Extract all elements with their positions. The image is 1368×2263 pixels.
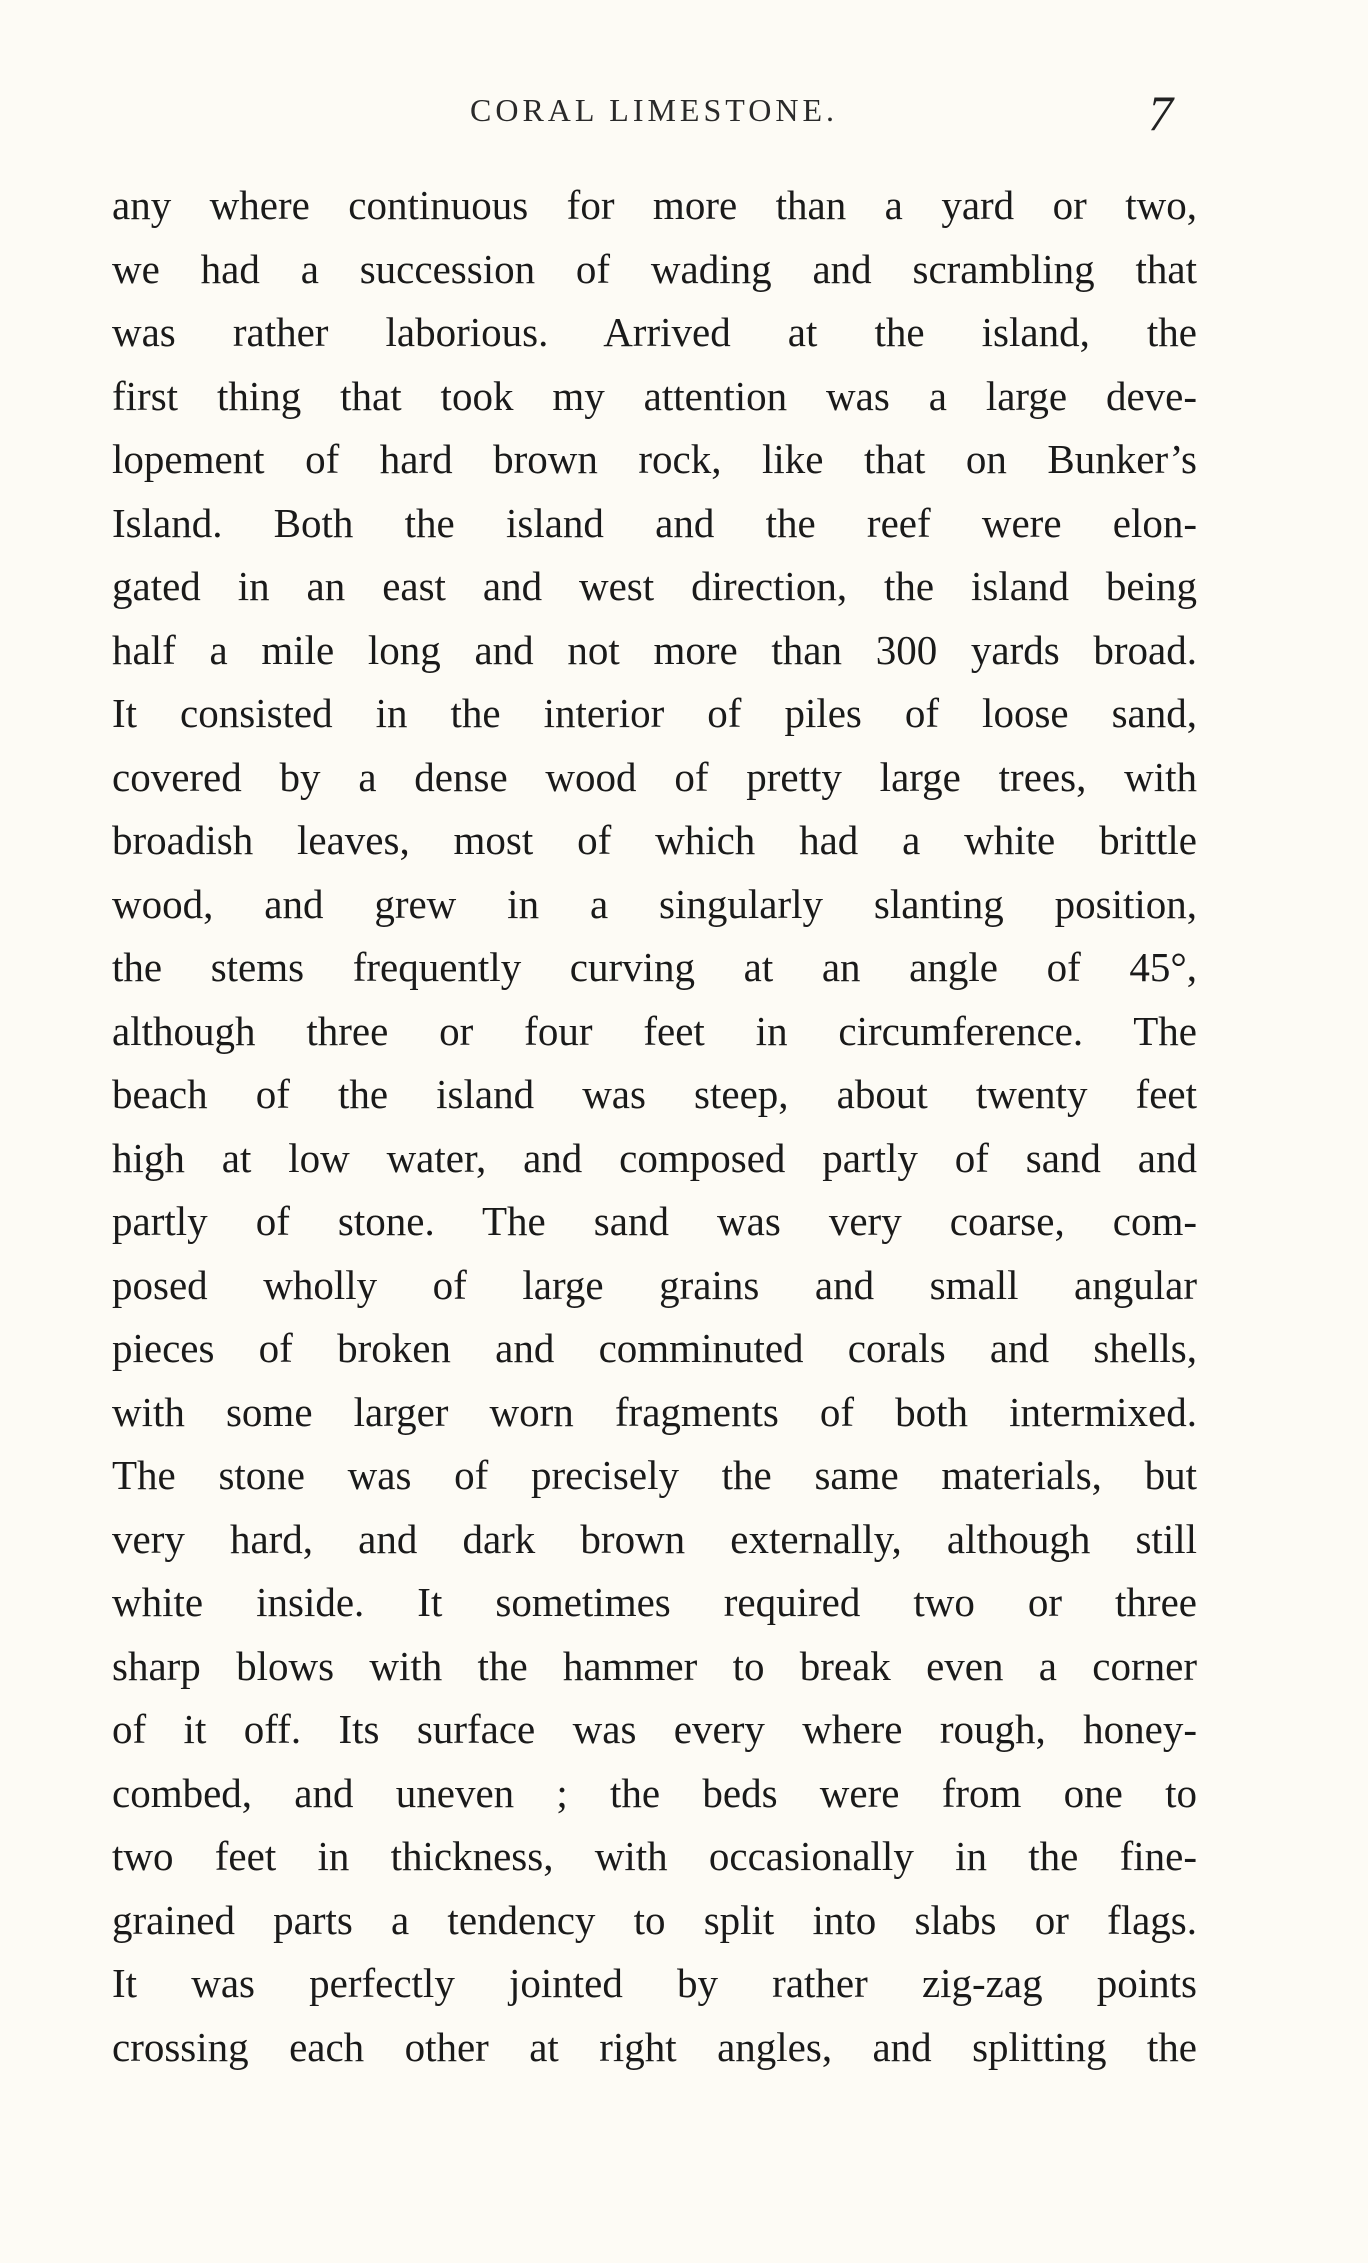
text-line: the stems frequently curving at an angle of 45°, [112, 944, 1197, 990]
text-line: sharp blows with the hammer to break even a corner [112, 1642, 1197, 1689]
text-line: very hard, and dark brown externally, although still [112, 1515, 1197, 1562]
text-line: first thing that took my attention was a large deve- [112, 372, 1197, 419]
text-line: posed wholly of large grains and small angular [112, 1261, 1197, 1308]
text-line: Island. Both the island and the reef were elon- [112, 499, 1197, 546]
text-line: The stone was of precisely the same materials, but [112, 1452, 1197, 1498]
text-line: two feet in thickness, with occasionally in the fine- [112, 1833, 1197, 1879]
text-line: half a mile long and not more than 300 yards broad. [112, 626, 1197, 673]
text-line: beach of the island was steep, about twenty feet [112, 1071, 1197, 1117]
text-line: was rather laborious. Arrived at the island, the [112, 309, 1197, 355]
text-line: crossing each other at right angles, and splitting the [112, 2023, 1197, 2070]
text-line: we had a succession of wading and scrambling that [112, 245, 1197, 292]
text-line: white inside. It sometimes required two or three [112, 1579, 1197, 1625]
text-line: It was perfectly jointed by rather zig-zag points [112, 1960, 1197, 2006]
text-line: covered by a dense wood of pretty large trees, with [112, 753, 1197, 800]
text-line: of it off. Its surface was every where rough, honey- [112, 1706, 1197, 1752]
text-line: lopement of hard brown rock, like that on Bunker’s [112, 436, 1197, 482]
page-number: 7 [1148, 85, 1173, 141]
text-line: although three or four feet in circumference. The [112, 1007, 1197, 1054]
text-line: partly of stone. The sand was very coarse, com- [112, 1198, 1197, 1244]
text-line: broadish leaves, most of which had a white brittle [112, 817, 1197, 863]
running-head: CORAL LIMESTONE. [470, 92, 838, 128]
body-text [112, 174, 1197, 2079]
text-line: combed, and uneven ; the beds were from one to [112, 1769, 1197, 1816]
text-line: high at low water, and composed partly of sand and [112, 1134, 1197, 1181]
text-line: wood, and grew in a singularly slanting position, [112, 880, 1197, 927]
text-line: pieces of broken and comminuted corals and shells, [112, 1325, 1197, 1371]
text-line: any where continuous for more than a yard or two, [112, 182, 1197, 228]
text-line: gated in an east and west direction, the island being [112, 563, 1197, 609]
text-line: It consisted in the interior of piles of loose sand, [112, 690, 1197, 736]
text-line: grained parts a tendency to split into slabs or flags. [112, 1896, 1197, 1943]
text-line: with some larger worn fragments of both intermixed. [112, 1388, 1197, 1435]
